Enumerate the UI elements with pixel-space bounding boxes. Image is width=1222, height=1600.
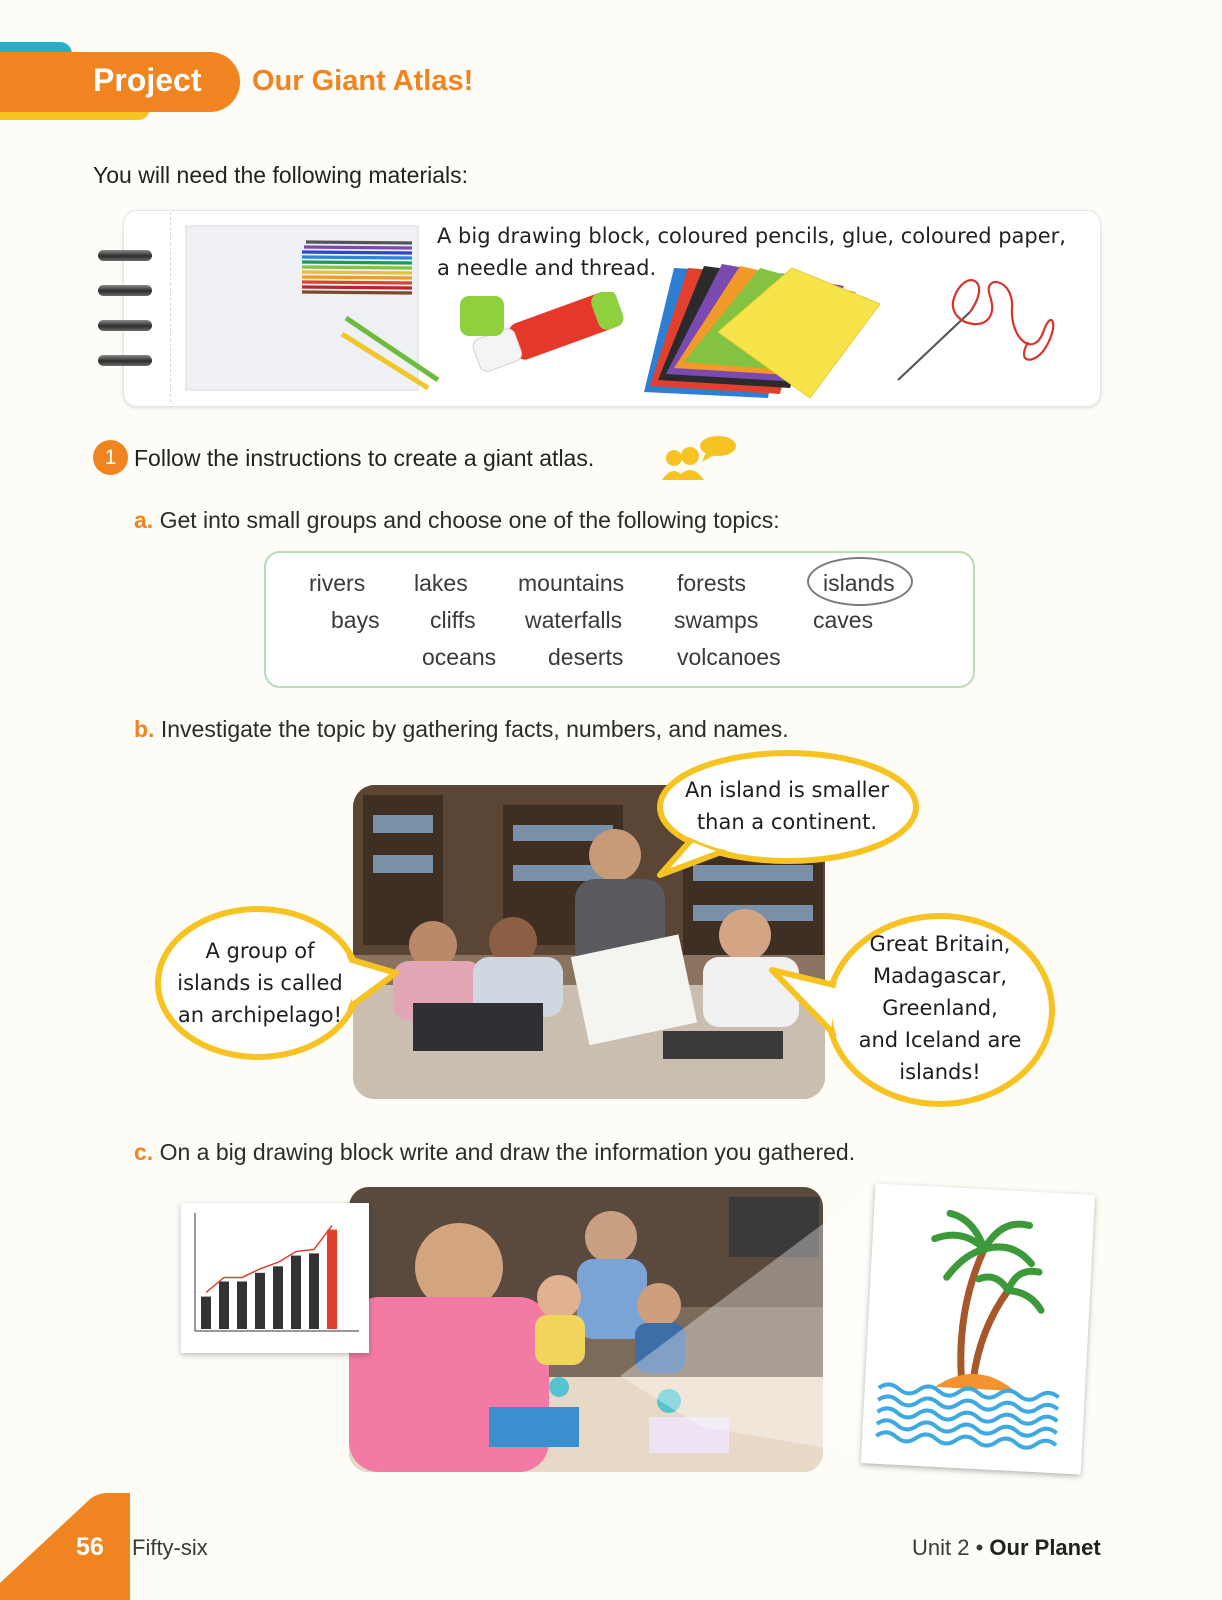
speech-bubble-left-text xyxy=(162,935,358,1031)
topic-cliffs: cliffs xyxy=(430,607,476,633)
glue-stick-image xyxy=(458,292,630,372)
topic-waterfalls: waterfalls xyxy=(525,607,623,633)
bubble-left-line: an archipelago! xyxy=(177,1003,343,1027)
chart-bar xyxy=(291,1256,301,1329)
chart-bar xyxy=(201,1297,211,1329)
zoom-highlight xyxy=(620,1186,890,1466)
step-c xyxy=(134,1139,855,1166)
chart-bar xyxy=(255,1273,265,1329)
bubble-right-line: and Iceland are xyxy=(858,1028,1022,1052)
step-c-text: On a big drawing block write and draw the information you gathered. xyxy=(159,1139,856,1165)
spiral-ring xyxy=(98,285,152,296)
bar-chart xyxy=(181,1203,369,1353)
bubble-right-line: islands! xyxy=(899,1060,981,1084)
materials-line-2: a needle and thread. xyxy=(437,256,657,280)
page-number-tab xyxy=(0,1493,130,1600)
materials-line-1: A big drawing block, coloured pencils, glue, coloured paper, xyxy=(437,224,1066,248)
spiral-ring xyxy=(98,355,152,366)
chart-bar xyxy=(237,1281,247,1329)
chart-bar xyxy=(219,1281,229,1329)
bubble-right-line: Madagascar, xyxy=(872,964,1008,988)
step-b-letter: b. xyxy=(134,716,155,742)
topic-islands: islands xyxy=(823,570,895,596)
bubble-right-line: Greenland, xyxy=(882,996,998,1020)
group-work-icon xyxy=(660,434,740,484)
topic-lakes: lakes xyxy=(414,570,468,596)
bubble-left-line: islands is called xyxy=(177,971,343,995)
speech-bubble-top-text xyxy=(672,774,902,838)
page-title: Our Giant Atlas! xyxy=(252,65,474,97)
topic-bays: bays xyxy=(331,607,380,633)
speech-bubble-right-text xyxy=(840,928,1040,1088)
chart-bar xyxy=(327,1230,337,1329)
topic-forests: forests xyxy=(677,570,747,596)
step-a-letter: a. xyxy=(134,507,154,533)
bar-chart-card xyxy=(181,1203,369,1353)
bubble-right-line: Great Britain, xyxy=(869,932,1011,956)
step-a-text: Get into small groups and choose one of the following topics: xyxy=(159,507,780,533)
island-drawing-card xyxy=(861,1183,1095,1474)
spiral-ring xyxy=(98,250,152,261)
bubble-top-line: An island is smaller xyxy=(684,778,890,802)
topic-oceans: oceans xyxy=(422,644,497,670)
chart-bar xyxy=(273,1266,283,1329)
project-label: Project xyxy=(93,62,202,98)
topic-swamps: swamps xyxy=(674,607,759,633)
materials-heading: You will need the following materials: xyxy=(93,162,469,188)
activity-number-badge: 1 xyxy=(93,440,128,475)
step-b-text: Investigate the topic by gathering facts, numbers, and names. xyxy=(160,716,789,742)
page-number: 56 xyxy=(76,1533,104,1561)
card-margin-line xyxy=(170,212,171,402)
step-b xyxy=(134,716,789,743)
step-c-letter: c. xyxy=(134,1139,154,1165)
topic-deserts: deserts xyxy=(548,644,624,670)
topic-caves: caves xyxy=(813,607,874,633)
topic-mountains: mountains xyxy=(518,570,625,596)
unit-number: Unit 2 • xyxy=(912,1535,984,1560)
drawing-block-pencils-image xyxy=(184,222,444,394)
step-a xyxy=(134,507,780,534)
unit-title: Our Planet xyxy=(989,1535,1101,1560)
bubble-top-line: than a continent. xyxy=(696,810,878,834)
topic-rivers: rivers xyxy=(309,570,366,596)
unit-label xyxy=(912,1535,1101,1561)
chart-bar xyxy=(309,1253,319,1329)
coloured-paper-image xyxy=(640,262,890,400)
needle-thread-image xyxy=(894,268,1074,390)
topic-volcanoes: volcanoes xyxy=(677,644,781,670)
page-number-words: Fifty-six xyxy=(132,1535,208,1560)
selected-topic-circle xyxy=(807,557,913,606)
bubble-left-line: A group of xyxy=(205,939,315,963)
activity-title: Follow the instructions to create a giant atlas. xyxy=(134,445,595,471)
spiral-ring xyxy=(98,320,152,331)
